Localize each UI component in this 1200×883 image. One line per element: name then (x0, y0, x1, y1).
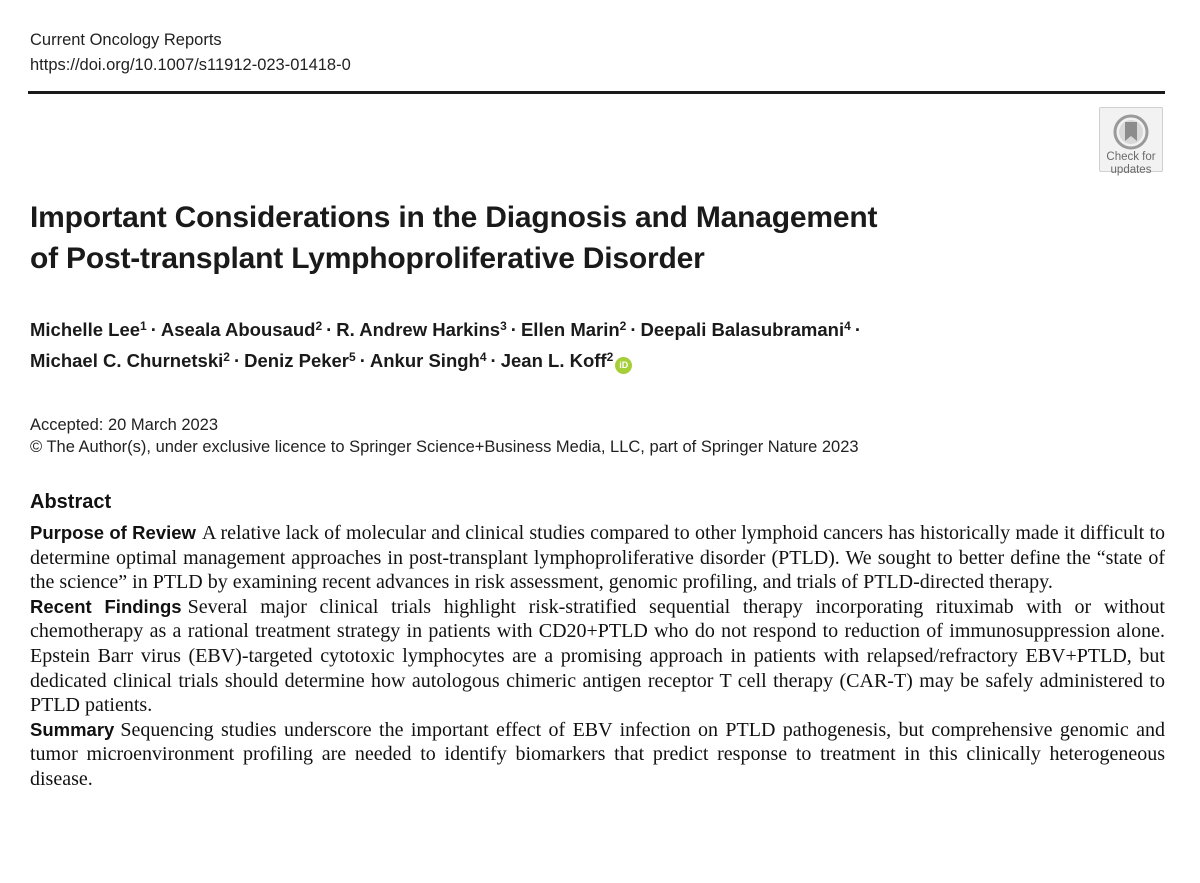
author-list (30, 314, 1170, 376)
abstract-section-summary (30, 718, 1165, 792)
section-label: Purpose of Review (30, 522, 196, 543)
journal-header (30, 28, 351, 78)
section-label: Summary (30, 718, 115, 740)
badge-line2: updates (1110, 164, 1152, 176)
check-for-updates-button[interactable] (1099, 107, 1163, 176)
article-title (30, 197, 1030, 279)
abstract-body (30, 521, 1165, 792)
copyright-notice: © The Author(s), under exclusive licence to Springer Science+Business Media, LLC, part of Springer Nature 2023 (30, 438, 859, 456)
bookmark-check-icon (1113, 114, 1149, 150)
author[interactable]: Deniz Peker$^5$ (244, 350, 356, 371)
author[interactable]: Ankur Singh$^4$ (369, 350, 487, 371)
badge-line1: Check for (1106, 151, 1156, 163)
author-line-1: Michelle Lee$^1$ · Aseala Abousaud$^2$ · R. Andrew Harkins$^3$ · Ellen Marin$^2$ · Deepali Balasubramani$^4$ · (30, 319, 861, 340)
orcid-icon[interactable]: iD (615, 357, 632, 374)
author[interactable]: Ellen Marin$^2$ (520, 319, 627, 340)
doi-link[interactable]: https://doi.org/10.1007/s11912-023-01418-0 (30, 56, 351, 74)
author[interactable]: Michelle Lee$^1$ (30, 319, 147, 340)
author[interactable]: Deepali Balasubramani$^4$ (640, 319, 851, 340)
section-text: Sequencing studies underscore the important effect of EBV infection on PTLD pathogenesis, but comprehensive genomic and tumor microenvironment profiling are needed to identify biomarkers that predict response to treatment in this clinically heterogeneous disease. (30, 718, 1165, 790)
abstract-section-purpose (30, 521, 1165, 595)
accepted-date: Accepted: 20 March 2023 (30, 416, 219, 434)
author[interactable]: Michael C. Churnetski$^2$ (30, 350, 230, 371)
author[interactable]: Aseala Abousaud$^2$ (160, 319, 323, 340)
abstract-heading: Abstract (30, 491, 112, 513)
abstract-section-findings (30, 595, 1165, 718)
publication-dates (30, 414, 859, 458)
section-label: Recent Findings (30, 595, 182, 617)
section-text: A relative lack of molecular and clinical studies compared to other lymphoid cancers has historically made it difficult to determine optimal management approaches in post-transplant lymphoproliferative disorder (PTLD). We sought to better define the “state of the science” in PTLD by examining recent advances in risk assessment, genomic profiling, and trials of PTLD-directed therapy. (30, 522, 1166, 594)
author[interactable]: Jean L. Koff$^2$ (500, 350, 614, 371)
title-line-1: Important Considerations in the Diagnosis and Management (30, 201, 878, 234)
author[interactable]: R. Andrew Harkins$^3$ (336, 319, 507, 340)
section-text: Several major clinical trials highlight risk-stratified sequential therapy incorporating rituximab with or without chemotherapy as a rational treatment strategy in patients with CD20+PTLD who do not respond to reduction of immunosuppression alone. Epstein Barr virus (EBV)-targeted cytotoxic lymphocytes are a promising approach in patients with relapsed/refractory EBV+PTLD, but dedicated clinical trials should determine how autologous chimeric antigen receptor T cell therapy (CAR-T) may be safely administered to PTLD patients. (30, 595, 1165, 717)
title-line-2: of Post-transplant Lymphoproliferative Disorder (30, 242, 705, 275)
journal-name: Current Oncology Reports (30, 31, 222, 49)
author-line-2: Michael C. Churnetski$^2$ · Deniz Peker$^5$ · Ankur Singh$^4$ · Jean L. Koff$^2$iD (30, 345, 1170, 376)
header-rule (28, 91, 1165, 94)
